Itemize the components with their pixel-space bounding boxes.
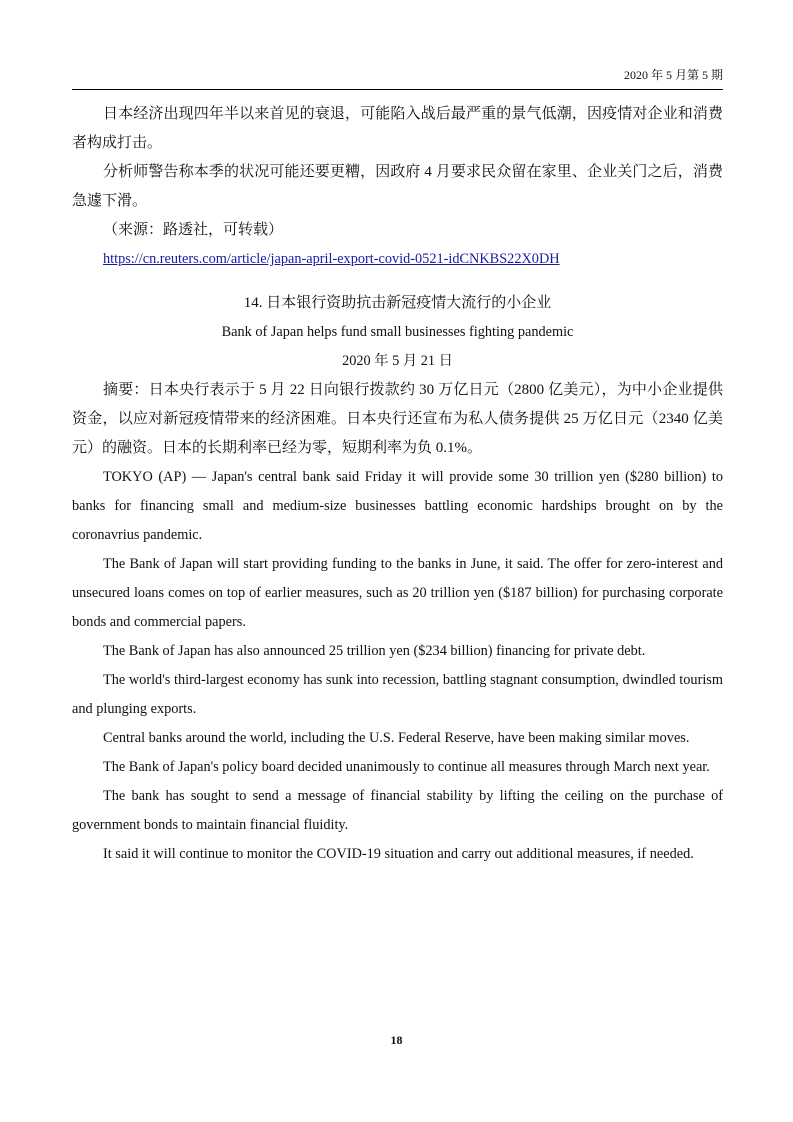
intro-paragraph: 日本经济出现四年半以来首见的衰退，可能陷入战后最严重的景气低潮，因疫情对企业和消费者构成打击。 bbox=[72, 106, 723, 151]
article-summary: 摘要：日本央行表示于 5 月 22 日向银行拨款约 30 万亿日元（2800 亿美元），为中小企业提供资金，以应对新冠疫情带来的经济困难。日本央行还宣布为私人债务提供 25 万亿日元（2340 亿美元）的融资。日本的长期利率已经为零，短期利率为负 0.1%。 bbox=[72, 382, 723, 456]
body-paragraph: The Bank of Japan will start providing funding to the banks in June, it said. The offer for zero-interest and unsecured loans comes on top of earlier measures, such as 20 trillion yen ($187 billion) for purchasing corporate bonds and commercial papers. bbox=[72, 556, 723, 630]
source-link[interactable]: https://cn.reuters.com/article/japan-april-export-covid-0521-idCNKBS22X0DH bbox=[103, 251, 560, 267]
body-paragraph: TOKYO (AP) — Japan's central bank said Friday it will provide some 30 trillion yen ($280 billion) to banks for financing small and medium-size businesses battling economic hardships brought on by the coronavrius pandemic. bbox=[72, 469, 723, 543]
body-paragraph: It said it will continue to monitor the COVID-19 situation and carry out additional measures, if needed. bbox=[103, 846, 694, 862]
page-content bbox=[72, 100, 723, 869]
body-paragraph: The bank has sought to send a message of financial stability by lifting the ceiling on the purchase of government bonds to maintain financial fluidity. bbox=[72, 788, 723, 833]
source-link-line bbox=[72, 245, 723, 274]
body-paragraph: The world's third-largest economy has sunk into recession, battling stagnant consumption, dwindled tourism and plunging exports. bbox=[72, 672, 723, 717]
intro-paragraph: 分析师警告称本季的状况可能还要更糟，因政府 4 月要求民众留在家里、企业关门之后，消费急遽下滑。 bbox=[72, 164, 723, 209]
article-title-cn: 14. 日本银行资助抗击新冠疫情大流行的小企业 bbox=[243, 295, 552, 311]
page-number: 18 bbox=[390, 1033, 403, 1047]
body-paragraph: Central banks around the world, including the U.S. Federal Reserve, have been making similar moves. bbox=[103, 730, 690, 746]
article-title-en: Bank of Japan helps fund small businesses fighting pandemic bbox=[221, 324, 574, 340]
body-paragraph: The Bank of Japan has also announced 25 trillion yen ($234 billion) financing for private debt. bbox=[103, 643, 646, 659]
source-note: （来源：路透社，可转载） bbox=[103, 222, 284, 238]
article-date: 2020 年 5 月 21 日 bbox=[342, 353, 453, 369]
issue-header: 2020 年 5 月第 5 期 bbox=[623, 68, 723, 82]
body-paragraph: The Bank of Japan's policy board decided unanimously to continue all measures through March next year. bbox=[103, 759, 710, 775]
header-rule bbox=[72, 89, 723, 90]
